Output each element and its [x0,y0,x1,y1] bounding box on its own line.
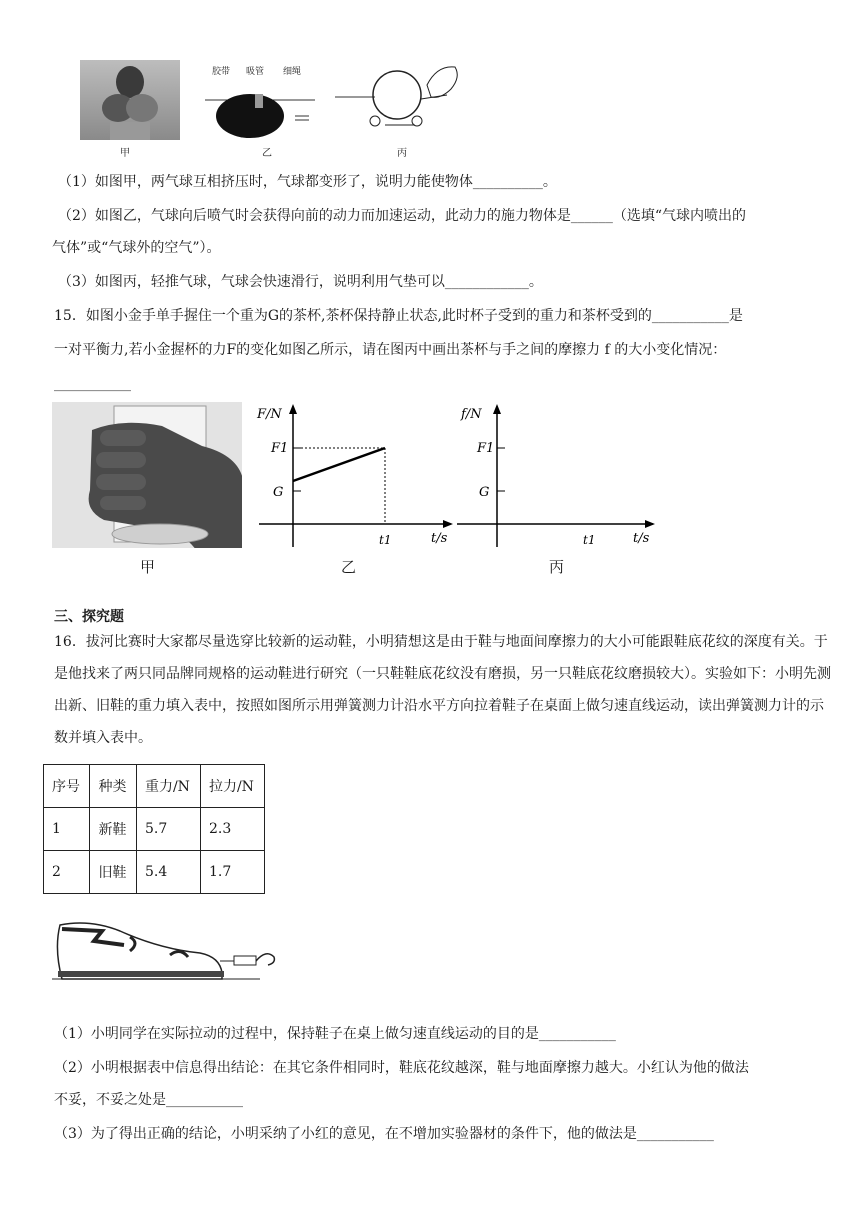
q15-fig-yi-caption: 乙 [341,558,357,576]
table-row [44,808,265,851]
label-straw: 吸管 [246,67,265,77]
fig-yi-caption: 乙 [262,148,272,159]
q15-answer-blank: ___________ [54,376,131,392]
q16-intro: 16．拔河比赛时大家都尽量选穿比较新的运动鞋，小明猜想这是由于鞋与地面间摩擦力的大小可能跟鞋底花纹的深度有关。于是他找来了两只同品牌同规格的运动鞋进行研究（一只鞋鞋底花纹没有磨损，另一只鞋底花纹磨损较大）。实验如下：小明先测出新、旧鞋的重力填入表中，按照如图所示用弹簧测力计沿水平方向拉着鞋子在桌面上做匀速直线运动，读出弹簧测力计的示数并填入表中。 [54,634,831,746]
hand-holding-cup-icon [52,402,242,548]
table-cell: 1.7 [200,851,264,894]
graph-bing-xlabel: t/s [633,531,650,546]
graph-yi-tick-g: G [273,485,284,500]
q15-hand-cup-photo [52,402,242,548]
q15-line1: 15．如图小金手单手握住一个重为G的茶杯,茶杯保持静止状态,此时杯子受到的重力和茶杯受到的___________是 [54,308,743,324]
graph-yi-force-line [293,448,385,481]
fig-jia-caption: 甲 [120,148,130,159]
label-tape: 胶带 [212,67,231,77]
table-header-cell: 种类 [90,765,136,808]
table-header-cell: 拉力/N [200,765,264,808]
table-row [44,851,265,894]
q15-fig-jia-caption: 甲 [140,558,156,576]
fig-bing-caption: 丙 [397,148,407,159]
table-header-cell: 重力/N [136,765,200,808]
graph-bing-tick-t1: t1 [583,533,596,547]
table-header-cell: 序号 [44,765,90,808]
graph-bing-ylabel: f/N [461,407,482,422]
q15-line2: 一对平衡力,若小金握杯的力F的变化如图乙所示，请在图丙中画出茶杯与手之间的摩擦力 f 的大小变化情况： [54,342,727,358]
table-header-row [44,765,265,808]
q16-part1: （1）小明同学在实际拉动的过程中，保持鞋子在桌上做匀速直线运动的目的是___________ [54,1026,616,1042]
q16-part2-line1: （2）小明根据表中信息得出结论：在其它条件相同时，鞋底花纹越深，鞋与地面摩擦力越大。小红认为他的做法 [54,1060,749,1076]
q14-part2-line2: 气体”或“气球外的空气”）。 [52,240,221,256]
shoe-spring-scale-figure [50,915,280,985]
table-cell: 5.4 [136,851,200,894]
table-cell: 旧鞋 [90,851,136,894]
table-cell: 新鞋 [90,808,136,851]
table-cell: 5.7 [136,808,200,851]
q15-fig-bing-caption: 丙 [549,558,565,576]
q16-part2-line2: 不妥，不妥之处是___________ [54,1092,243,1108]
figure-bing-aircushion [335,55,465,135]
graph-yi-tick-f1: F1 [271,441,289,456]
q15-graph-bing [455,402,660,552]
q15-graph-yi [255,402,455,552]
q14-part3: （3）如图丙，轻推气球，气球会快速滑行，说明利用气垫可以____________。 [58,274,543,290]
graph-yi-tick-t1: t1 [379,533,392,547]
q16-part3: （3）为了得出正确的结论，小明采纳了小红的意见，在不增加实验器材的条件下，他的做法是___________ [54,1126,714,1142]
spring-scale-icon [234,956,256,965]
graph-yi-xlabel: t/s [431,531,448,546]
girl-with-balloons-icon [80,60,180,140]
table-cell: 1 [44,808,90,851]
figure-jia-photo [80,60,180,140]
q14-part1: （1）如图甲，两气球互相挤压时，气球都变形了，说明力能使物体__________。 [58,174,557,190]
q16-data-table [43,764,265,894]
table-cell: 2 [44,851,90,894]
section-title: 三、探究题 [54,609,124,625]
graph-bing-tick-g: G [479,485,490,500]
graph-yi-ylabel: F/N [257,407,282,422]
q14-part2-line1: （2）如图乙，气球向后喷气时会获得向前的动力而加速运动，此动力的施力物体是______（选填“气球内喷出的 [58,208,747,224]
hand-icon [256,954,274,965]
label-string: 细绳 [283,67,302,77]
table-cell: 2.3 [200,808,264,851]
graph-bing-tick-f1: F1 [477,441,495,456]
